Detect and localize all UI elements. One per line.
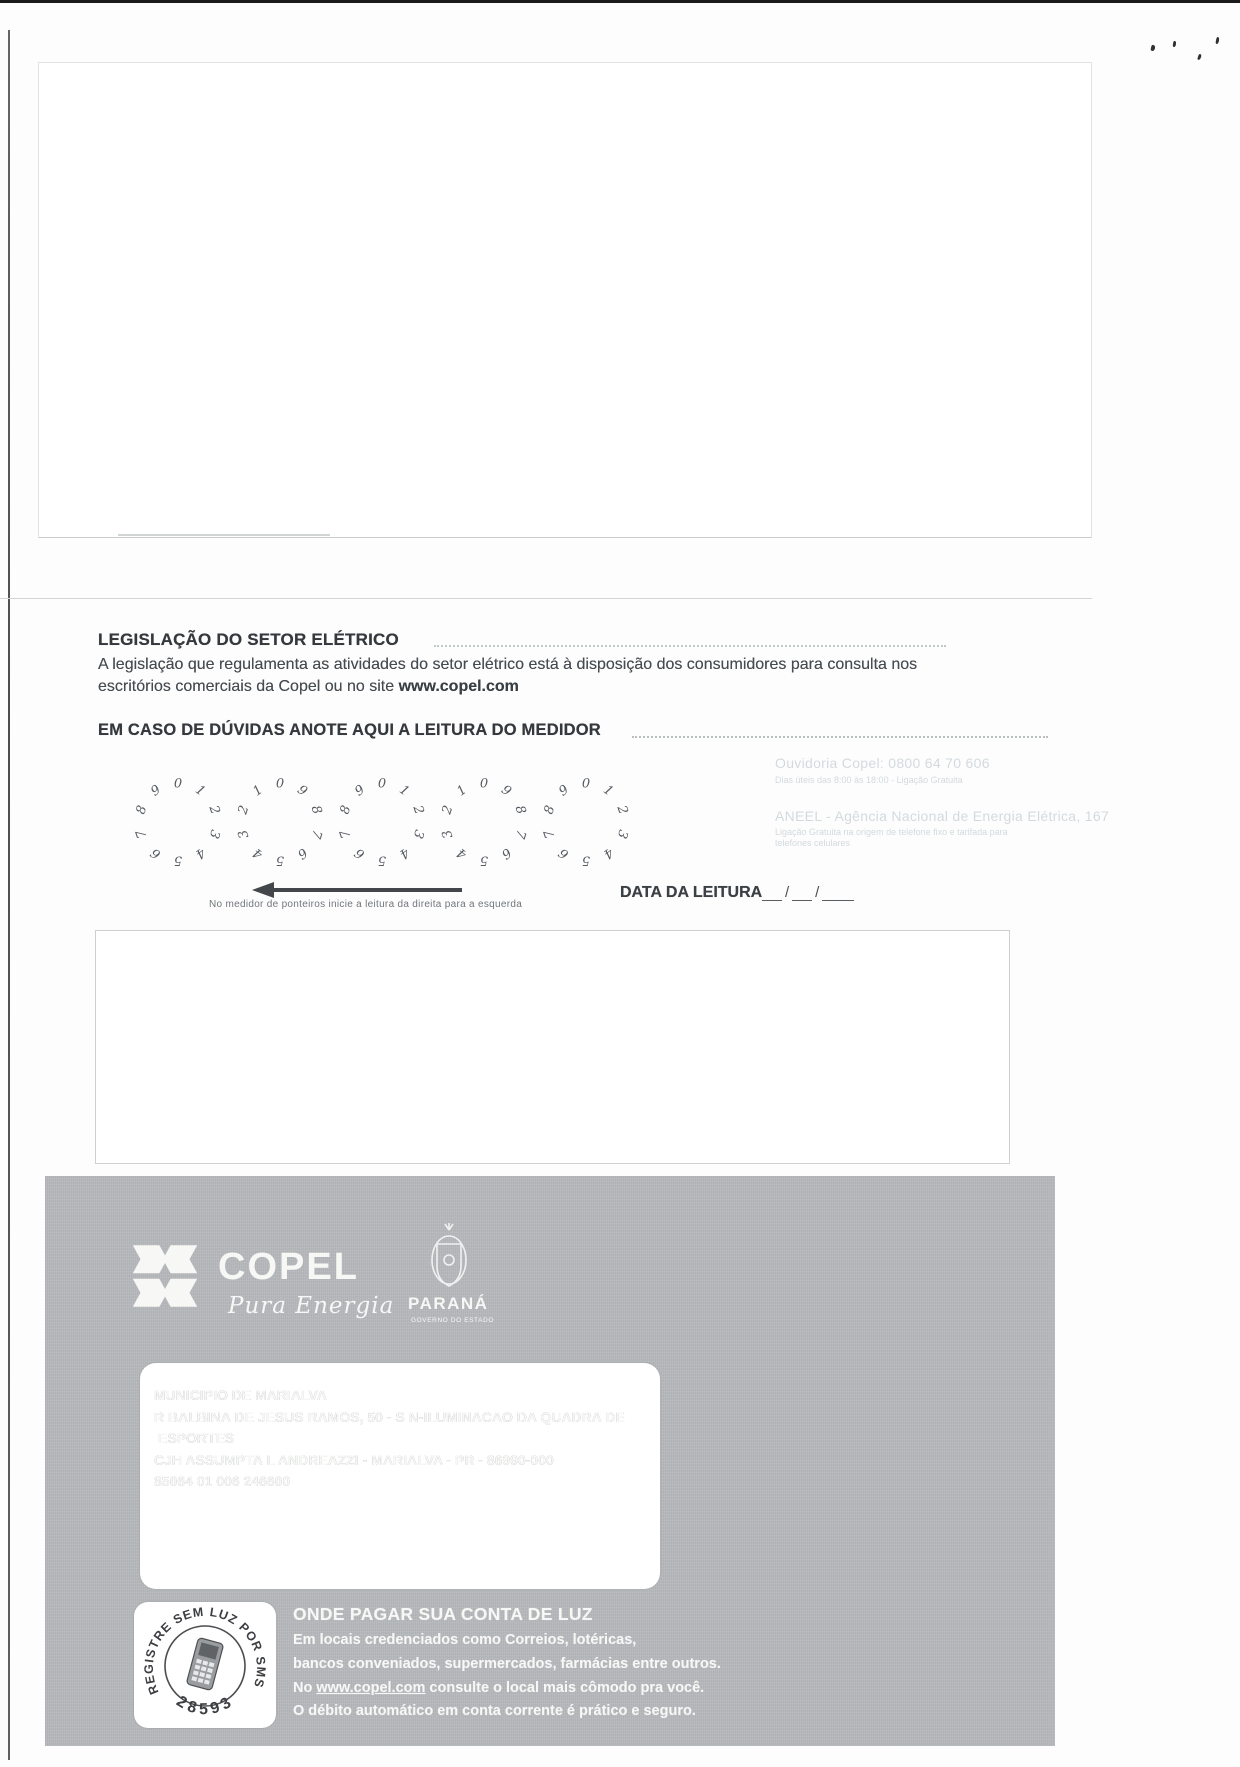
payment-line3-suffix: consulte o local mais cômodo pra você.: [425, 1680, 705, 1696]
meter-reading-title: EM CASO DE DÚVIDAS ANOTE AQUI A LEITURA DO MEDIDOR: [98, 721, 601, 739]
date-slash: /: [785, 884, 790, 901]
copel-logo-icon: [130, 1236, 200, 1316]
aneel-note-text-line2: telefones celulares: [775, 838, 851, 848]
scan-speck: [1197, 54, 1202, 61]
date-year-blank: [822, 884, 854, 901]
copel-tagline: Pura Energia: [228, 1293, 395, 1319]
ouvidoria-hours-text: Dias úteis das 8:00 às 18:00 - Ligação Gratuita: [775, 775, 963, 785]
aneel-phone-text: ANEEL - Agência Nacional de Energia Elétrica, 167: [775, 808, 1110, 824]
scan-edge-left-line: [8, 30, 10, 1760]
payment-line4: O débito automático em conta corrente é prático e seguro.: [293, 1703, 696, 1719]
date-slash: /: [815, 884, 820, 901]
address-line: 85064 01 006 246600: [154, 1473, 291, 1489]
legislation-text-line2-prefix: escritórios comerciais da Copel ou no site: [98, 678, 399, 695]
parana-subtitle: GOVERNO DO ESTADO: [411, 1317, 495, 1324]
payment-title: ONDE PAGAR SUA CONTA DE LUZ: [293, 1604, 593, 1624]
parana-crest-icon: [423, 1222, 475, 1294]
payment-line1: Em locais credenciados como Correios, lotéricas,: [293, 1632, 637, 1648]
meter-dial: 0 1 2 3 4 5 6 7 8 9: [337, 776, 427, 868]
copel-website-text: www.copel.com: [398, 678, 519, 695]
meter-dial: 0 1 2 3 4 5 6 7 8 9: [541, 776, 631, 868]
payment-line3: [293, 1680, 704, 1696]
recipient-address-box: [140, 1363, 660, 1589]
dotted-rule: [434, 644, 946, 647]
address-line: MUNICIPIO DE MARIALVA: [154, 1387, 327, 1403]
ouvidoria-phone-text: Ouvidoria Copel: 0800 64 70 606: [775, 755, 990, 771]
reading-direction-instruction: No medidor de ponteiros inicie a leitura da direita para a esquerda: [209, 899, 523, 910]
payment-line2: bancos conveniados, supermercados, farmácias entre outros.: [293, 1656, 721, 1672]
scan-speck: [1150, 45, 1155, 52]
parana-wordmark: PARANÁ: [408, 1294, 489, 1313]
sms-stamp: [134, 1602, 276, 1728]
svg-text:28593: [173, 1692, 237, 1718]
legislation-title: LEGISLAÇÃO DO SETOR ELÉTRICO: [98, 630, 399, 649]
date-month-blank: [792, 884, 812, 901]
date-day-blank: [762, 884, 782, 901]
left-arrow-icon: [252, 882, 274, 898]
meter-dial: 0 1 2 3 4 5 6 7 8 9: [133, 776, 223, 868]
scan-smudge-line: [118, 534, 330, 536]
empty-notes-box: [95, 930, 1010, 1164]
aneel-note-text-line1: Ligação Gratuita na origem de telefone fixo e tarifada para: [775, 827, 1008, 837]
sms-stamp-graphic: [134, 1602, 276, 1728]
address-line: CJH ASSUMPTA L ANDREAZZI - MARIALVA - PR - 86990-000: [154, 1451, 554, 1468]
meter-dial: 0 1 2 3 4 5 6 7 8 9: [235, 776, 325, 868]
payment-line3-prefix: No: [293, 1680, 317, 1696]
scan-speck: [1173, 41, 1177, 47]
stamp-code: 28593: [173, 1692, 238, 1719]
scan-speck: [1215, 37, 1219, 44]
dotted-rule: [632, 735, 1048, 738]
legislation-text-line2: [98, 678, 519, 696]
meter-dial: 0 1 2 3 4 5 6 7 8 9: [439, 776, 529, 868]
upper-blank-panel: [38, 62, 1092, 538]
payment-copel-link: www.copel.com: [316, 1680, 426, 1696]
mailing-band: [45, 1176, 1055, 1746]
copel-wordmark: COPEL: [218, 1246, 359, 1288]
left-arrow-shaft: [274, 888, 462, 892]
scan-edge-top-line: [0, 0, 1240, 3]
horizontal-divider: [0, 598, 1092, 599]
recipient-address: [154, 1385, 625, 1493]
reading-date-label: DATA DA LEITURA: [620, 884, 763, 901]
address-line: R BALBINA DE JESUS RAMOS, 50 - S N-ILUMINACAO DA QUADRA DE: [154, 1408, 625, 1425]
reading-date-field: [762, 884, 854, 901]
mobile-phone-icon: [186, 1637, 224, 1690]
address-line: ESPORTES: [158, 1430, 235, 1446]
legislation-text-line1: A legislação que regulamenta as atividades do setor elétrico está à disposição dos consumidores para consulta nos: [98, 656, 918, 673]
stamp-arc-text: REGISTRE SEM LUZ POR SMS: [141, 1604, 269, 1697]
